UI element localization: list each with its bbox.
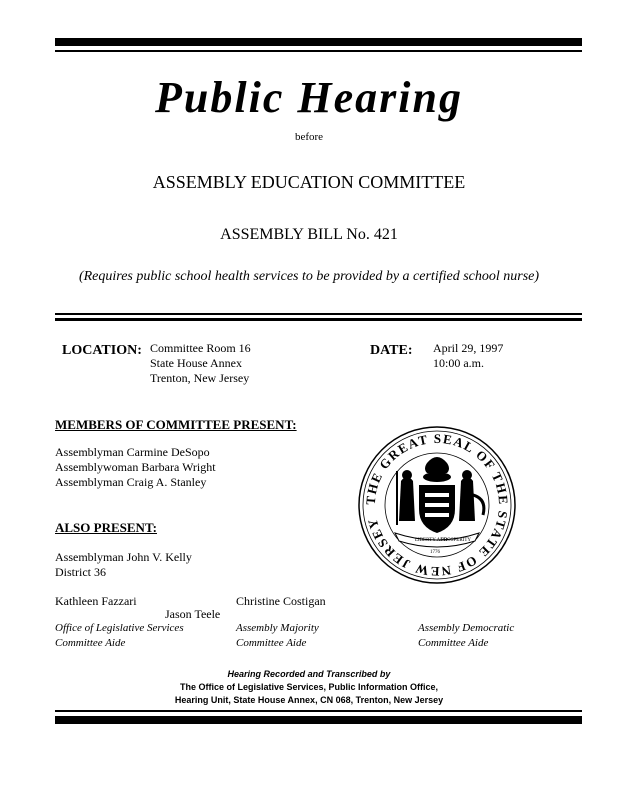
before-text: before [294,131,324,143]
also-present-name: District 36 [55,565,106,579]
new-jersey-seal-icon [357,425,517,585]
footer-line-2: The Office of Legislative Services, Public Information Office, [179,682,439,692]
also-present-heading: ALSO PRESENT: [55,520,157,535]
seal-outer-text: THE GREAT SEAL OF THE STATE OF NEW JERSEY [362,430,512,580]
aide-role-line: Committee Aide [418,637,489,649]
aide-role [418,621,514,651]
date-line: April 29, 1997 [433,341,504,355]
date-lines [433,341,503,371]
bill-number: ASSEMBLY BILL No. 421 [220,226,398,243]
page-title: Public Hearing [155,73,463,122]
mid-thick-rule [55,318,582,321]
seal-year: 1776 [430,550,440,555]
members-heading: MEMBERS OF COMMITTEE PRESENT: [55,417,297,432]
location-line: Committee Room 16 [150,341,251,355]
aide-role-line: Office of Legislative Services [55,622,184,634]
date-line: 10:00 a.m. [433,356,484,370]
also-present-name: Assemblyman John V. Kelly [55,550,192,564]
location-line: State House Annex [150,356,242,370]
location-label: LOCATION: [62,343,142,358]
aide-role [55,621,184,651]
aide-role-line: Committee Aide [55,637,126,649]
bill-purpose: (Requires public school health services to be provided by a certified school nurse) [78,269,540,284]
footer-line-3: Hearing Unit, State House Annex, CN 068, Trenton, New Jersey [174,695,444,705]
aide-name: Kathleen Fazzari [55,594,137,608]
aide-name: Christine Costigan [236,594,326,608]
seal-banner-right: PROSPERITY [441,538,472,543]
footer-block [0,668,618,707]
aide-name: Jason Teele [165,607,221,621]
date-label: DATE: [370,343,413,358]
seal-banner-left: LIBERTY AND [415,538,448,543]
member-name: Assemblyman Carmine DeSopo [55,445,210,459]
top-thick-rule [55,38,582,46]
aide-role-line: Assembly Democratic [418,622,515,634]
member-name: Assemblywoman Barbara Wright [55,460,216,474]
aide-role [236,621,319,651]
bottom-thick-rule [55,716,582,724]
aide-role-line: Committee Aide [236,637,307,649]
mid-thin-rule [55,313,582,315]
top-thin-rule [55,50,582,52]
member-name: Assemblyman Craig A. Stanley [55,475,207,489]
bottom-thin-rule [55,710,582,712]
committee-name: ASSEMBLY EDUCATION COMMITTEE [152,172,466,192]
location-lines [150,341,251,386]
aide-role-line: Assembly Majority [236,622,319,634]
also-present-list [55,550,192,580]
location-line: Trenton, New Jersey [150,371,250,385]
footer-line-1: Hearing Recorded and Transcribed by [227,669,391,679]
members-list [55,445,216,490]
